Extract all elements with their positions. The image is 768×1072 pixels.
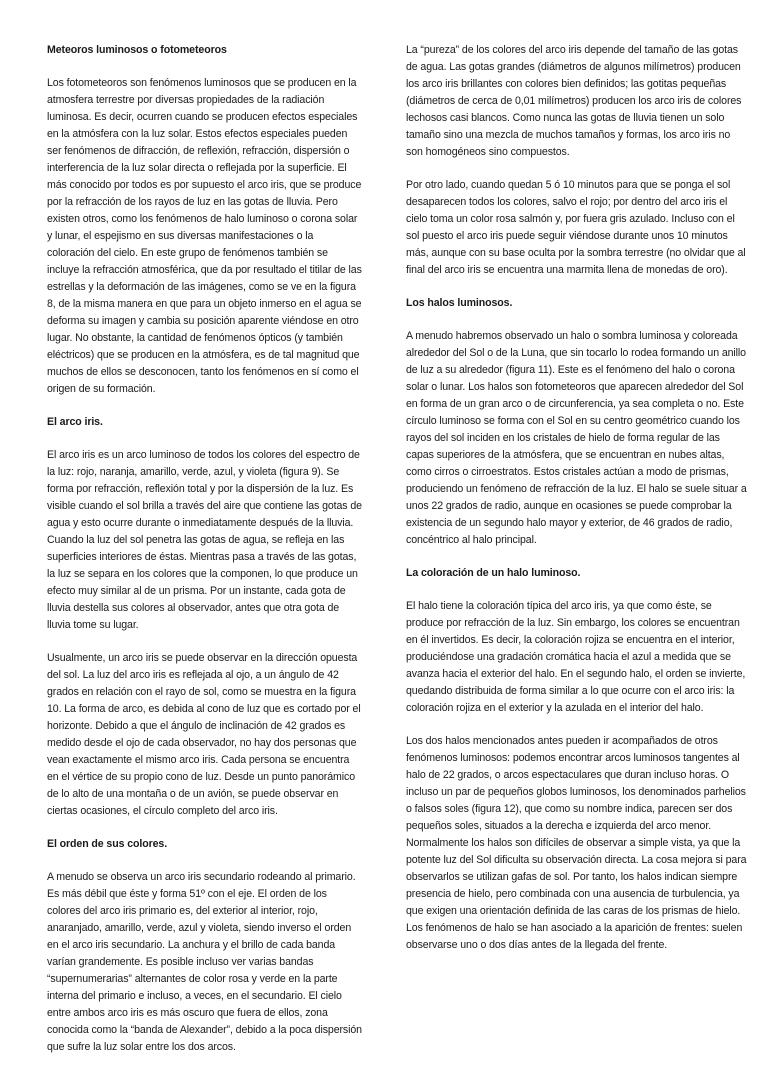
paragraph-observacion: Usualmente, un arco iris se puede observar en la dirección opuesta del sol. La luz del arco iris es reflejada al ojo, a un ángulo de 42 grados en relación con el rayo de sol, como se muestra en la figura 10. La forma de arco, es debida al cono de luz que es cortado por el horizonte. Debido a que el ángulo de inclinación de 42 grados es medido desde el ojo de cada observador, no hay dos personas que vean exactamente el mismo arco iris. Cada persona se encuentra en el vértice de su propio cono de luz. Desde un punto panorámico de lo alto de una montaña o de un avión, se puede observar en ciertas ocasiones, el círculo completo del arco iris. xyxy=(47,652,361,817)
paragraph-fotometeoros: Los fotometeoros son fenómenos luminosos que se producen en la atmosfera terrestre por diversas propiedades de la radiación luminosa. Es decir, ocurren cuando se producen efectos especiales en la atmósfera con la luz solar. Estos efectos especiales pueden ser fenómenos de difracción, de reflexión, refracción, dispersión o interferencia de la luz solar directa o reflejada por la superficie. El más conocido por todos es por supuesto el arco iris, que se produce por la refracción de los rayos de luz en las gotas de lluvia. Pero existen otros, como los fenómenos de halo luminoso o corona solar y lunar, el espejismo en sus diversas manifestaciones o la coloración del cielo. En este grupo de fenómenos también se incluye la refracción atmosférica, que da por resultado el titilar de las estrellas y la deformación de las imágenes, como se ve en la figura 8, de la misma manera en que para un objeto inmerso en el agua se deforma su imagen y cambia su posición aparente viéndose en otro lugar. No obstante, la cantidad de fenómenos ópticos (y también eléctricos) que se producen en la atmósfera, es de tal magnitud que muchos de ellos se desconocen, tanto los fenómenos en sí como el origen de su formación. xyxy=(47,77,362,395)
heading-halos: Los halos luminosos. xyxy=(406,297,513,309)
heading-coloracion-halo: La coloración de un halo luminoso. xyxy=(406,567,581,579)
paragraph-coloracion-halo: El halo tiene la coloración típica del arco iris, ya que como éste, se produce por refracción de la luz. Sin embargo, los colores se encuentran en él invertidos. Es decir, la coloración rojiza se encuentra en el interior, produciéndose una gradación cromática hacia el azul a medida que se avanza hacia el exterior del halo. En el segundo halo, el orden se invierte, quedando distribuida de forma similar a lo que ocurre con el arco iris: la coloración rojiza en el exterior y la azulada en el interior del halo. xyxy=(406,600,746,714)
left-column xyxy=(47,42,363,1072)
paragraph-arco-iris: El arco iris es un arco luminoso de todos los colores del espectro de la luz: rojo, naranja, amarillo, verde, azul, y violeta (figura 9). Se forma por refracción, reflexión total y por la dispersión de la luz. Es visible cuando el sol brilla a través del aire que contiene las gotas de agua y esto ocurre durante o inmediatamente después de la lluvia. Cuando la luz del sol penetra las gotas de agua, se refleja en las superficies interiores de éstas. Mientras pasa a través de las gotas, la luz se separa en los colores que la componen, lo que produce un efecto muy similar al de un prisma. Por un instante, cada gota de lluvia destella sus colores al observador, antes que otra gota de lluvia tome su lugar. xyxy=(47,449,362,631)
heading-meteoros: Meteoros luminosos o fotometeoros xyxy=(47,44,227,56)
paragraph-otros-fenomenos: Los dos halos mencionados antes pueden ir acompañados de otros fenómenos luminosos: podemos encontrar arcos luminosos tangentes al halo de 22 grados, o arcos espectaculares que duran incluso horas. O incluso un par de pequeños globos luminosos, los denominados parhelios o falsos soles (figura 12), que como su nombre indica, parecen ser dos pequeños soles, situados a la derecha e izquierda del arco menor. Normalmente los halos son difíciles de observar a simple vista, ya que la potente luz del Sol dificulta su observación directa. La cosa mejora si para observarlos se utilizan gafas de sol. Por tanto, los halos indican siempre presencia de hielo, pero combinada con una ausencia de turbulencia, ya que exigen una orientación definida de las caras de los prismas de hielo. Los fenómenos de halo se han asociado a la aparición de frentes: suelen observarse uno o dos días antes de la llegada del frente. xyxy=(406,735,747,951)
heading-orden-colores: El orden de sus colores. xyxy=(47,838,168,850)
paragraph-halos: A menudo habremos observado un halo o sombra luminosa y coloreada alrededor del Sol o de la Luna, que sin tocarlo lo rodea formando un anillo de luz a su alrededor (figura 11). Este es el fenómeno del halo o corona solar o lunar. Los halos son fotometeoros que aparecen alrededor del Sol en forma de un gran arco o de circunferencia, ya sea completa o no. Este círculo luminoso se forma con el Sol en su centro geométrico cuando los rayos del sol inciden en los cristales de hielo de forma regular de las capas superiores de la atmósfera, que se encuentran en nubes altas, como cirros o cirroestratos. Estos cristales actúan a modo de prismas, produciendo un fenómeno de refracción de la luz. El halo se suele situar a unos 22 grados de radio, aunque en ocasiones se puede comprobar la existencia de un segundo halo mayor y exterior, de 46 grados de radio, concéntrico al halo principal. xyxy=(406,330,747,546)
right-column xyxy=(406,42,748,970)
paragraph-atardecer: Por otro lado, cuando quedan 5 ó 10 minutos para que se ponga el sol desaparecen todos los colores, salvo el rojo; por dentro del arco iris el cielo toma un color rosa salmón y, por fuera gris azulado. Incluso con el sol puesto el arco iris puede seguir viéndose durante unos 10 minutos más, aunque con su base oculta por la sombra terrestre (no olvidar que al final del arco iris se encuentra una marmita llena de monedas de oro). xyxy=(406,179,746,276)
heading-arco-iris: El arco iris. xyxy=(47,416,103,428)
paragraph-pureza: La “pureza” de los colores del arco iris depende del tamaño de las gotas de agua. Las gotas grandes (diámetros de algunos milímetros) producen los arco iris brillantes con colores bien definidos; las gotitas pequeñas (diámetros de cerca de 0,01 milímetros) producen los arco iris de colores lechosos casi blancos. Como nunca las gotas de lluvia tienen un solo tamaño sino una mezcla de muchos tamaños y formas, los arco iris no son homogéneos sino compuestos. xyxy=(406,44,742,158)
paragraph-orden-colores: A menudo se observa un arco iris secundario rodeando al primario. Es más débil que éste y forma 51º con el eje. El orden de los colores del arco iris primario es, del exterior al interior, rojo, anaranjado, amarillo, verde, azul y violeta, siendo inverso el orden en el arco iris secundario. La anchura y el brillo de cada banda varían grandemente. Es posible incluso ver varias bandas “supernumerarias” alternantes de color rosa y verde en la parte interna del primario e incluso, a veces, en el secundario. El cielo entre ambos arco iris es más oscuro que fuera de ellos, zona conocida como la “banda de Alexander”, debido a la poca dispersión que sufre la luz solar entre los dos arcos. xyxy=(47,871,362,1053)
